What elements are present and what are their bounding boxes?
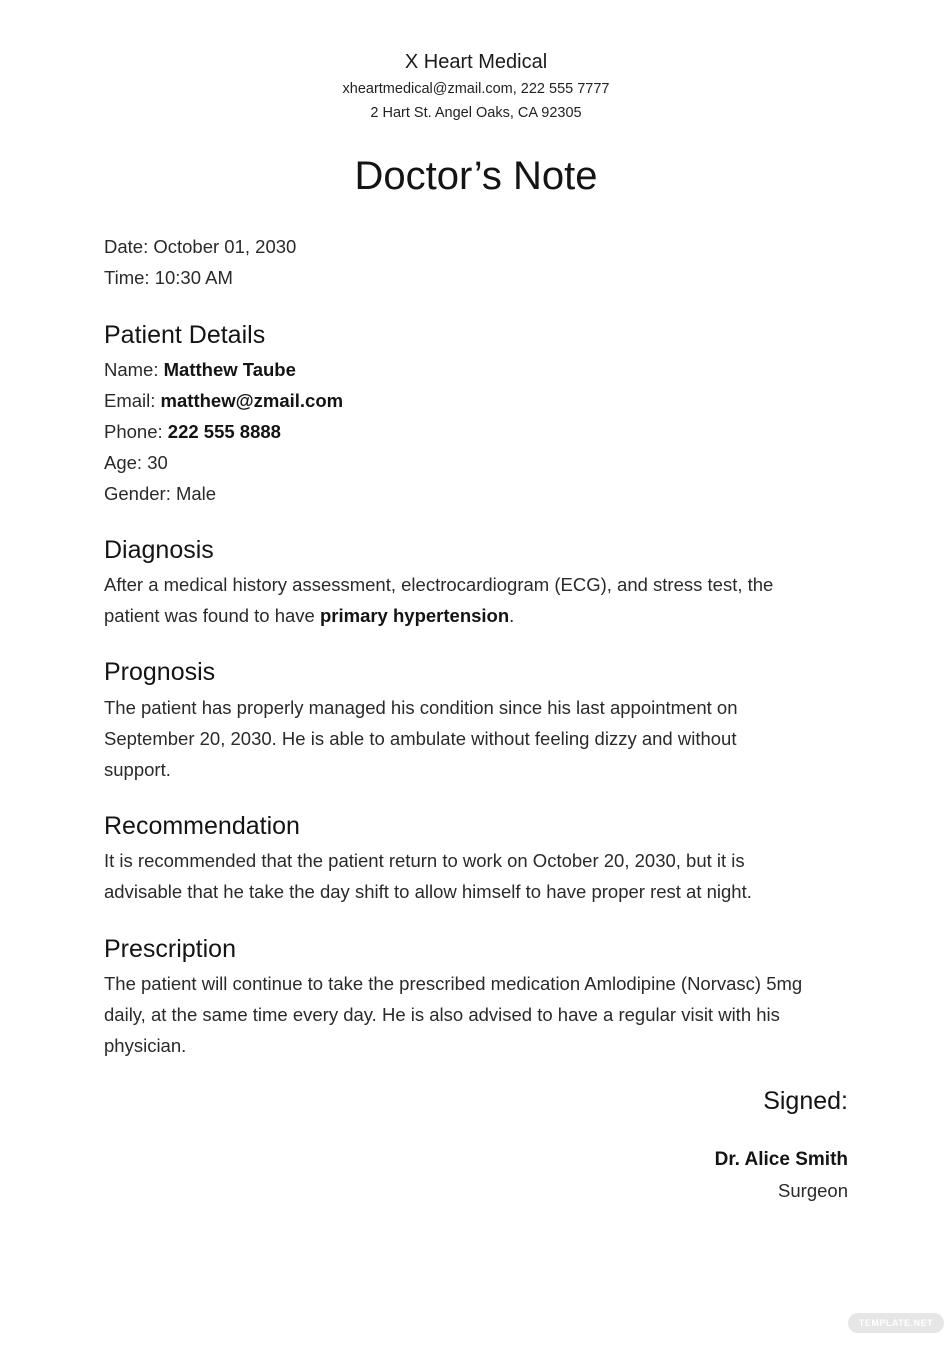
diagnosis-heading: Diagnosis	[104, 536, 214, 564]
recommendation-line: advisable that he take the day shift to allow himself to have proper rest at night.	[104, 881, 752, 902]
watermark-badge: TEMPLATE.NET	[848, 1313, 944, 1333]
patient-details-heading: Patient Details	[104, 321, 266, 349]
patient-name-row	[104, 354, 848, 385]
patient-email-label: Email:	[104, 390, 161, 411]
signer-role: Surgeon	[778, 1180, 848, 1201]
prognosis-line: support.	[104, 759, 171, 780]
diagnosis-line: After a medical history assessment, electrocardiogram (ECG), and stress test, the	[104, 574, 774, 595]
org-name: X Heart Medical	[404, 51, 548, 73]
note-meta	[104, 231, 848, 293]
document-title: Doctor’s Note	[354, 154, 598, 198]
patient-email-value: matthew@zmail.com	[160, 390, 344, 411]
prescription-line: The patient will continue to take the prescribed medication Amlodipine (Norvasc) 5mg	[104, 973, 803, 994]
note-time: Time: 10:30 AM	[104, 267, 233, 288]
prescription-text	[104, 968, 848, 1061]
prescription-heading: Prescription	[104, 935, 236, 963]
org-contact: xheartmedical@zmail.com, 222 555 7777	[342, 81, 610, 97]
diagnosis-text	[104, 569, 848, 631]
patient-gender: Gender: Male	[104, 483, 217, 504]
patient-phone-row	[104, 416, 848, 447]
patient-age: Age: 30	[104, 452, 168, 473]
prognosis-heading: Prognosis	[104, 658, 216, 686]
patient-phone-label: Phone:	[104, 421, 168, 442]
prognosis-text	[104, 692, 848, 785]
patient-email-row	[104, 385, 848, 416]
note-date: Date: October 01, 2030	[104, 236, 297, 257]
recommendation-heading: Recommendation	[104, 812, 300, 840]
diagnosis-line-pre: patient was found to have	[104, 605, 320, 626]
signer-name: Dr. Alice Smith	[714, 1149, 848, 1170]
diagnosis-line	[104, 600, 848, 631]
prescription-line: physician.	[104, 1035, 187, 1056]
prognosis-line: The patient has properly managed his condition since his last appointment on	[104, 697, 738, 718]
prescription-line: daily, at the same time every day. He is also advised to have a regular visit with his	[104, 1004, 780, 1025]
recommendation-line: It is recommended that the patient return to work on October 20, 2030, but it is	[104, 850, 745, 871]
diagnosis-condition: primary hypertension	[319, 605, 510, 626]
patient-name-value: Matthew Taube	[163, 359, 296, 380]
patient-name-label: Name:	[104, 359, 164, 380]
recommendation-text	[104, 845, 848, 907]
patient-details	[104, 354, 848, 509]
diagnosis-line-post: .	[509, 605, 515, 626]
patient-phone-value: 222 555 8888	[167, 421, 281, 442]
prognosis-line: September 20, 2030. He is able to ambulate without feeling dizzy and without	[104, 728, 737, 749]
signed-label: Signed:	[763, 1087, 848, 1115]
org-address: 2 Hart St. Angel Oaks, CA 92305	[370, 105, 582, 121]
